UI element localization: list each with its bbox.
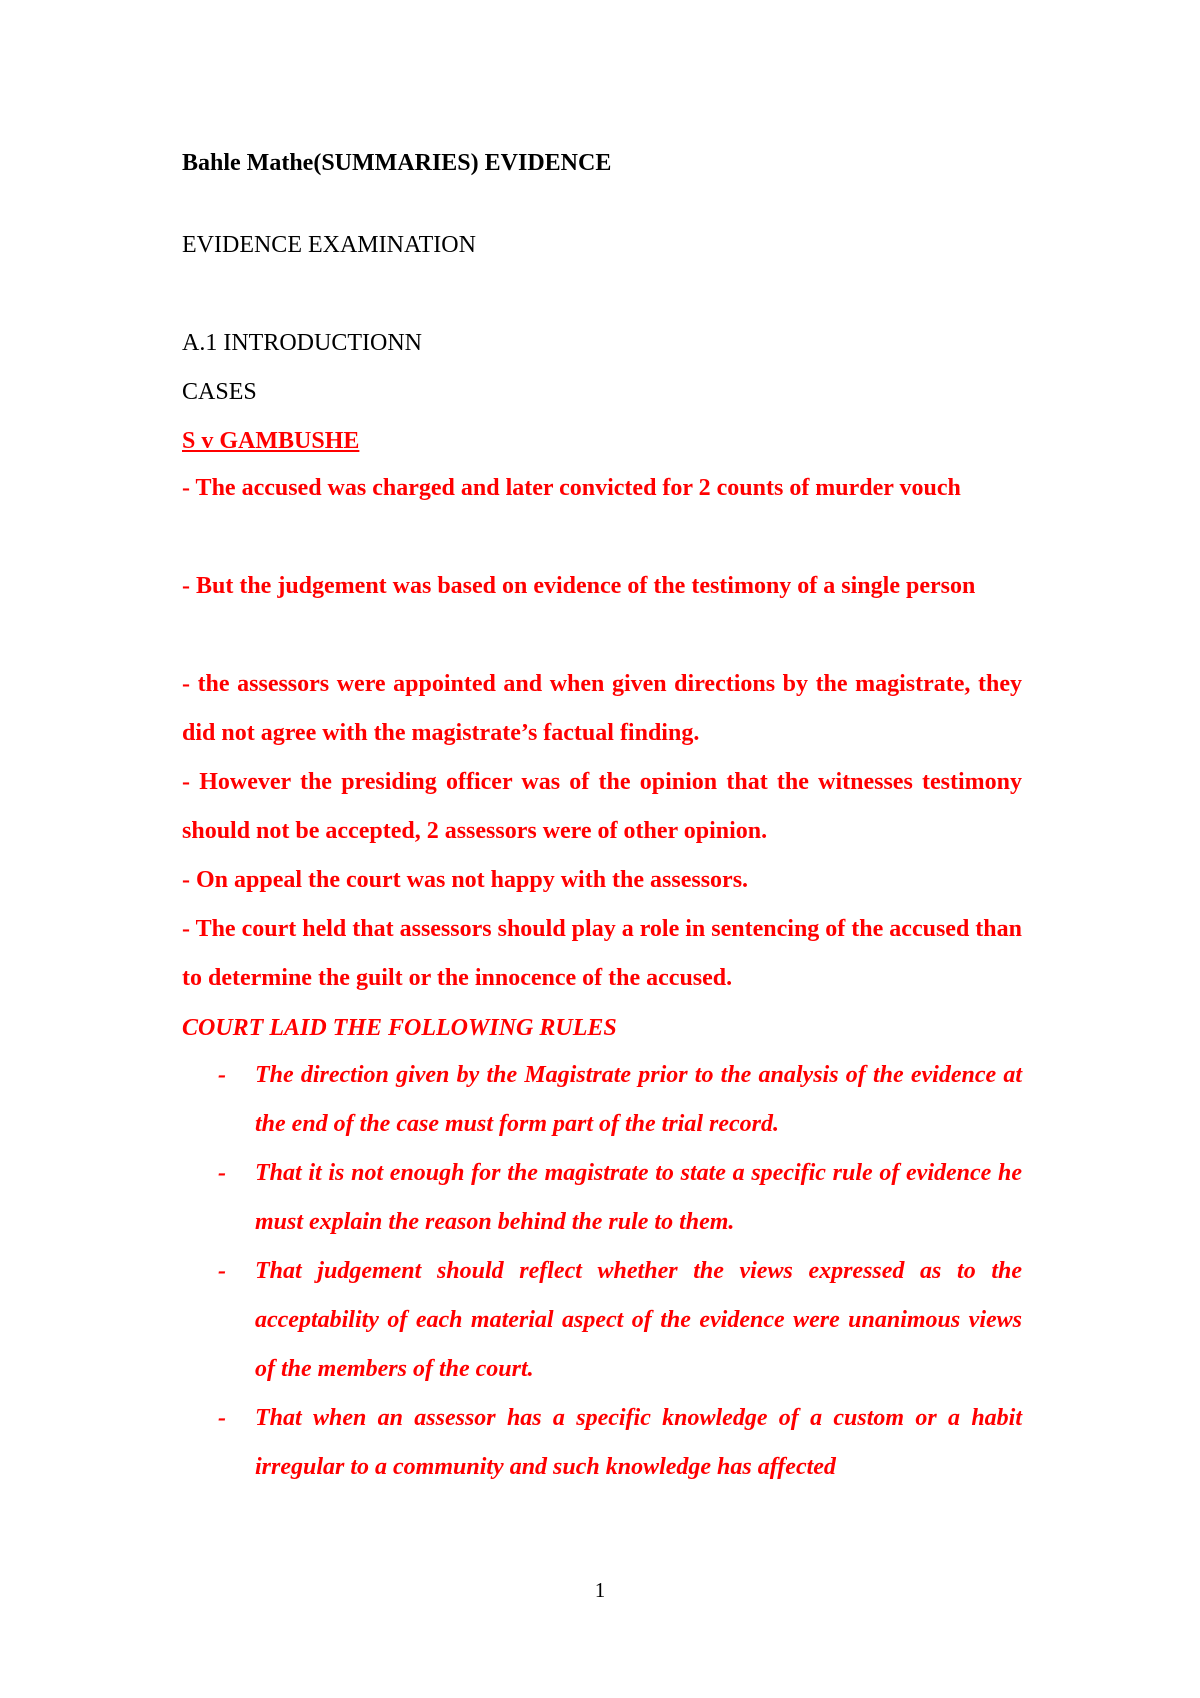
case-paragraph: - The court held that assessors should play a role in sentencing of the accused than to determine the guilt or the innocence of the accused. [182, 916, 1022, 991]
bullet-dash: - [218, 1160, 226, 1186]
rule-item [182, 1149, 1022, 1247]
case-name: S v GAMBUSHE [182, 428, 360, 454]
bullet-dash: - [218, 1258, 226, 1284]
section-heading: A.1 INTRODUCTIONN [182, 330, 422, 356]
rules-list [182, 1051, 1022, 1492]
case-paragraph: - the assessors were appointed and when given directions by the magistrate, they did not agree with the magistrate’s factual finding. [182, 671, 1022, 746]
case-paragraph: - On appeal the court was not happy with the assessors. [182, 867, 749, 893]
rule-item [182, 1394, 1022, 1492]
rule-item [182, 1247, 1022, 1394]
page-number: 1 [594, 1578, 606, 1602]
cases-label: CASES [182, 379, 257, 405]
case-paragraph: - But the judgement was based on evidence of the testimony of a single person [182, 573, 976, 599]
bullet-dash: - [218, 1062, 226, 1088]
rule-item [182, 1051, 1022, 1149]
rule-text: That it is not enough for the magistrate to state a specific rule of evidence he must explain the reason behind the rule to them. [255, 1160, 1022, 1235]
case-paragraph: - The accused was charged and later convicted for 2 counts of murder vouch [182, 475, 961, 501]
rule-text: The direction given by the Magistrate prior to the analysis of the evidence at the end of the case must form part of the trial record. [255, 1062, 1022, 1137]
document-subtitle: EVIDENCE EXAMINATION [182, 232, 476, 258]
rules-heading: COURT LAID THE FOLLOWING RULES [182, 1015, 617, 1041]
case-paragraph: - However the presiding officer was of the opinion that the witnesses testimony should not be accepted, 2 assessors were of other opinion. [182, 769, 1022, 844]
bullet-dash: - [218, 1405, 226, 1431]
rule-text: That when an assessor has a specific knowledge of a custom or a habit irregular to a community and such knowledge has affected [255, 1405, 1022, 1480]
document-title: Bahle Mathe(SUMMARIES) EVIDENCE [182, 150, 612, 176]
rule-text: That judgement should reflect whether the views expressed as to the acceptability of each material aspect of the evidence were unanimous views of the members of the court. [255, 1258, 1022, 1382]
